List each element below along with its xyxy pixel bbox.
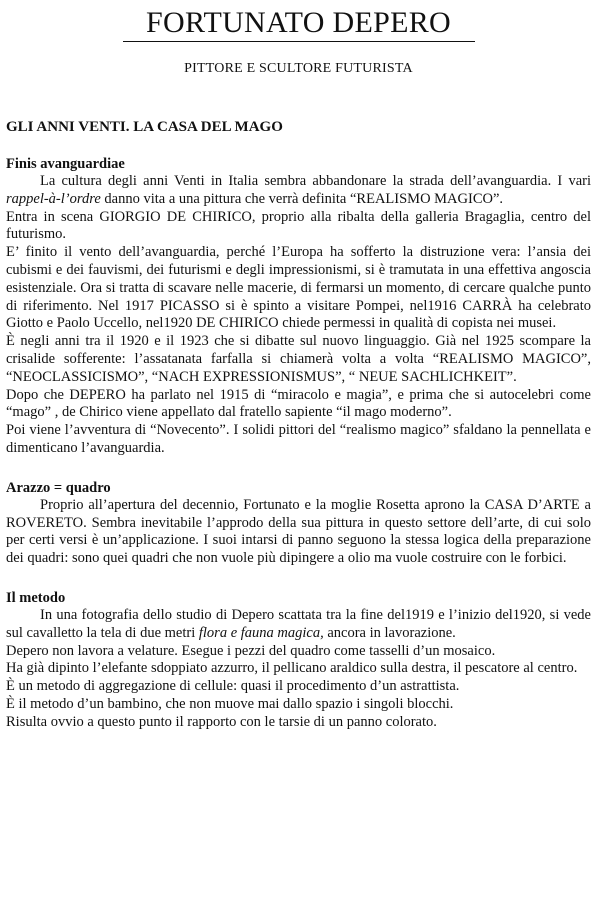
paragraph-text: ancora in lavorazione. — [323, 624, 456, 641]
paragraph: Risulta ovvio a questo punto il rapporto con le tarsie di un panno colorato. — [6, 713, 437, 730]
document-subtitle: PITTORE E SCULTORE FUTURISTA — [184, 61, 413, 76]
paragraph: Proprio all’apertura del decennio, Fortunato e la moglie Rosetta aprono la CASA D’ARTE a ROVERETO. Sembra inevitabile l’approdo della sua pittura in questo settore dell’arte, di cui solo per certi versi è un’applicazione. I suoi intarsi di panno seguono la stessa logica della preparazione dei quadri: sono quei quadri che non vuole più dipingere a olio ma vuole costruire con le forbici. — [6, 496, 591, 567]
paragraph-text: In una fotografia dello studio di Depero scattata tra la fine del1919 e l’inizio del1920, si vede sul cavalletto la tela di due metri — [6, 606, 591, 641]
chapter-heading: GLI ANNI VENTI. LA CASA DEL MAGO — [6, 119, 283, 135]
italic-term: rappel-à-l’ordre — [6, 190, 101, 207]
paragraph: È il metodo d’un bambino, che non muove mai dallo spazio i singoli blocchi. — [6, 695, 454, 712]
paragraph: Poi viene l’avventura di “Novecento”. I solidi pittori del “realismo magico” sfaldano la pennellata e dimenticano l’avanguardia. — [6, 422, 591, 456]
paragraph: Entra in scena GIORGIO DE CHIRICO, proprio alla ribalta della galleria Bragaglia, centro del futurismo. — [6, 208, 591, 243]
document-page — [6, 6, 591, 732]
paragraph — [6, 607, 591, 643]
document-title: FORTUNATO DEPERO — [146, 6, 451, 39]
paragraph: Ha già dipinto l’elefante sdoppiato azzurro, il pellicano araldico sulla destra, il pescatore al centro. — [6, 660, 578, 677]
title-underline — [123, 41, 475, 42]
section-title: Il metodo — [6, 589, 66, 606]
paragraph: E’ finito il vento dell’avanguardia, perché l’Europa ha sofferto la distruzione vera: l’ansia dei cubismi e dei fauvismi, dei futurismi e degli impressionismi, si è tramutata in una effettiva angoscia esistenziale. Ora si tratta di scavare nelle macerie, di fermarsi un momento, di cercare qualche punto di riferimento. Nel 1917 PICASSO si è spinto a visitare Pompei, nel1916 CARRÀ ha celebrato Giotto e Paolo Uccello, nel1920 DE CHIRICO chiede permessi in qualità di copista nei musei. — [6, 244, 591, 332]
section-title: Arazzo = quadro — [6, 479, 111, 496]
paragraph-text: La cultura degli anni Venti in Italia sembra abbandonare la strada dell’avanguardia. I vari — [40, 173, 591, 189]
paragraph: È negli anni tra il 1920 e il 1923 che si dibatte sul nuovo linguaggio. Già nel 1925 scompare la crisalide sofferente: l’assatanata farfalla si chiamerà volta a volta “REALISMO MAGICO”, “NEOCLASSICISMO”, “NACH EXPRESSIONISMUS”, “ NEUE SACHLICHKEIT”. — [6, 333, 591, 385]
paragraph: Dopo che DEPERO ha parlato nel 1915 di “miracolo e magia”, e prima che si autocelebri come “mago” , de Chirico viene appellato dal fratello sapiente “il mago moderno”. — [6, 386, 591, 421]
section-il-metodo — [6, 590, 591, 732]
paragraph — [6, 173, 591, 209]
section-arazzo-quadro — [6, 480, 591, 568]
paragraph: Depero non lavora a velature. Esegue i pezzi del quadro come tasselli d’un mosaico. — [6, 642, 496, 659]
paragraph-text: danno vita a una pittura che verrà definita “REALISMO MAGICO”. — [100, 190, 504, 207]
section-finis-avanguardiae — [6, 156, 591, 458]
italic-term: flora e fauna magica, — [198, 624, 324, 641]
section-title: Finis avanguardiae — [6, 156, 125, 172]
paragraph: È un metodo di aggregazione di cellule: quasi il procedimento d’un astrattista. — [6, 678, 460, 695]
